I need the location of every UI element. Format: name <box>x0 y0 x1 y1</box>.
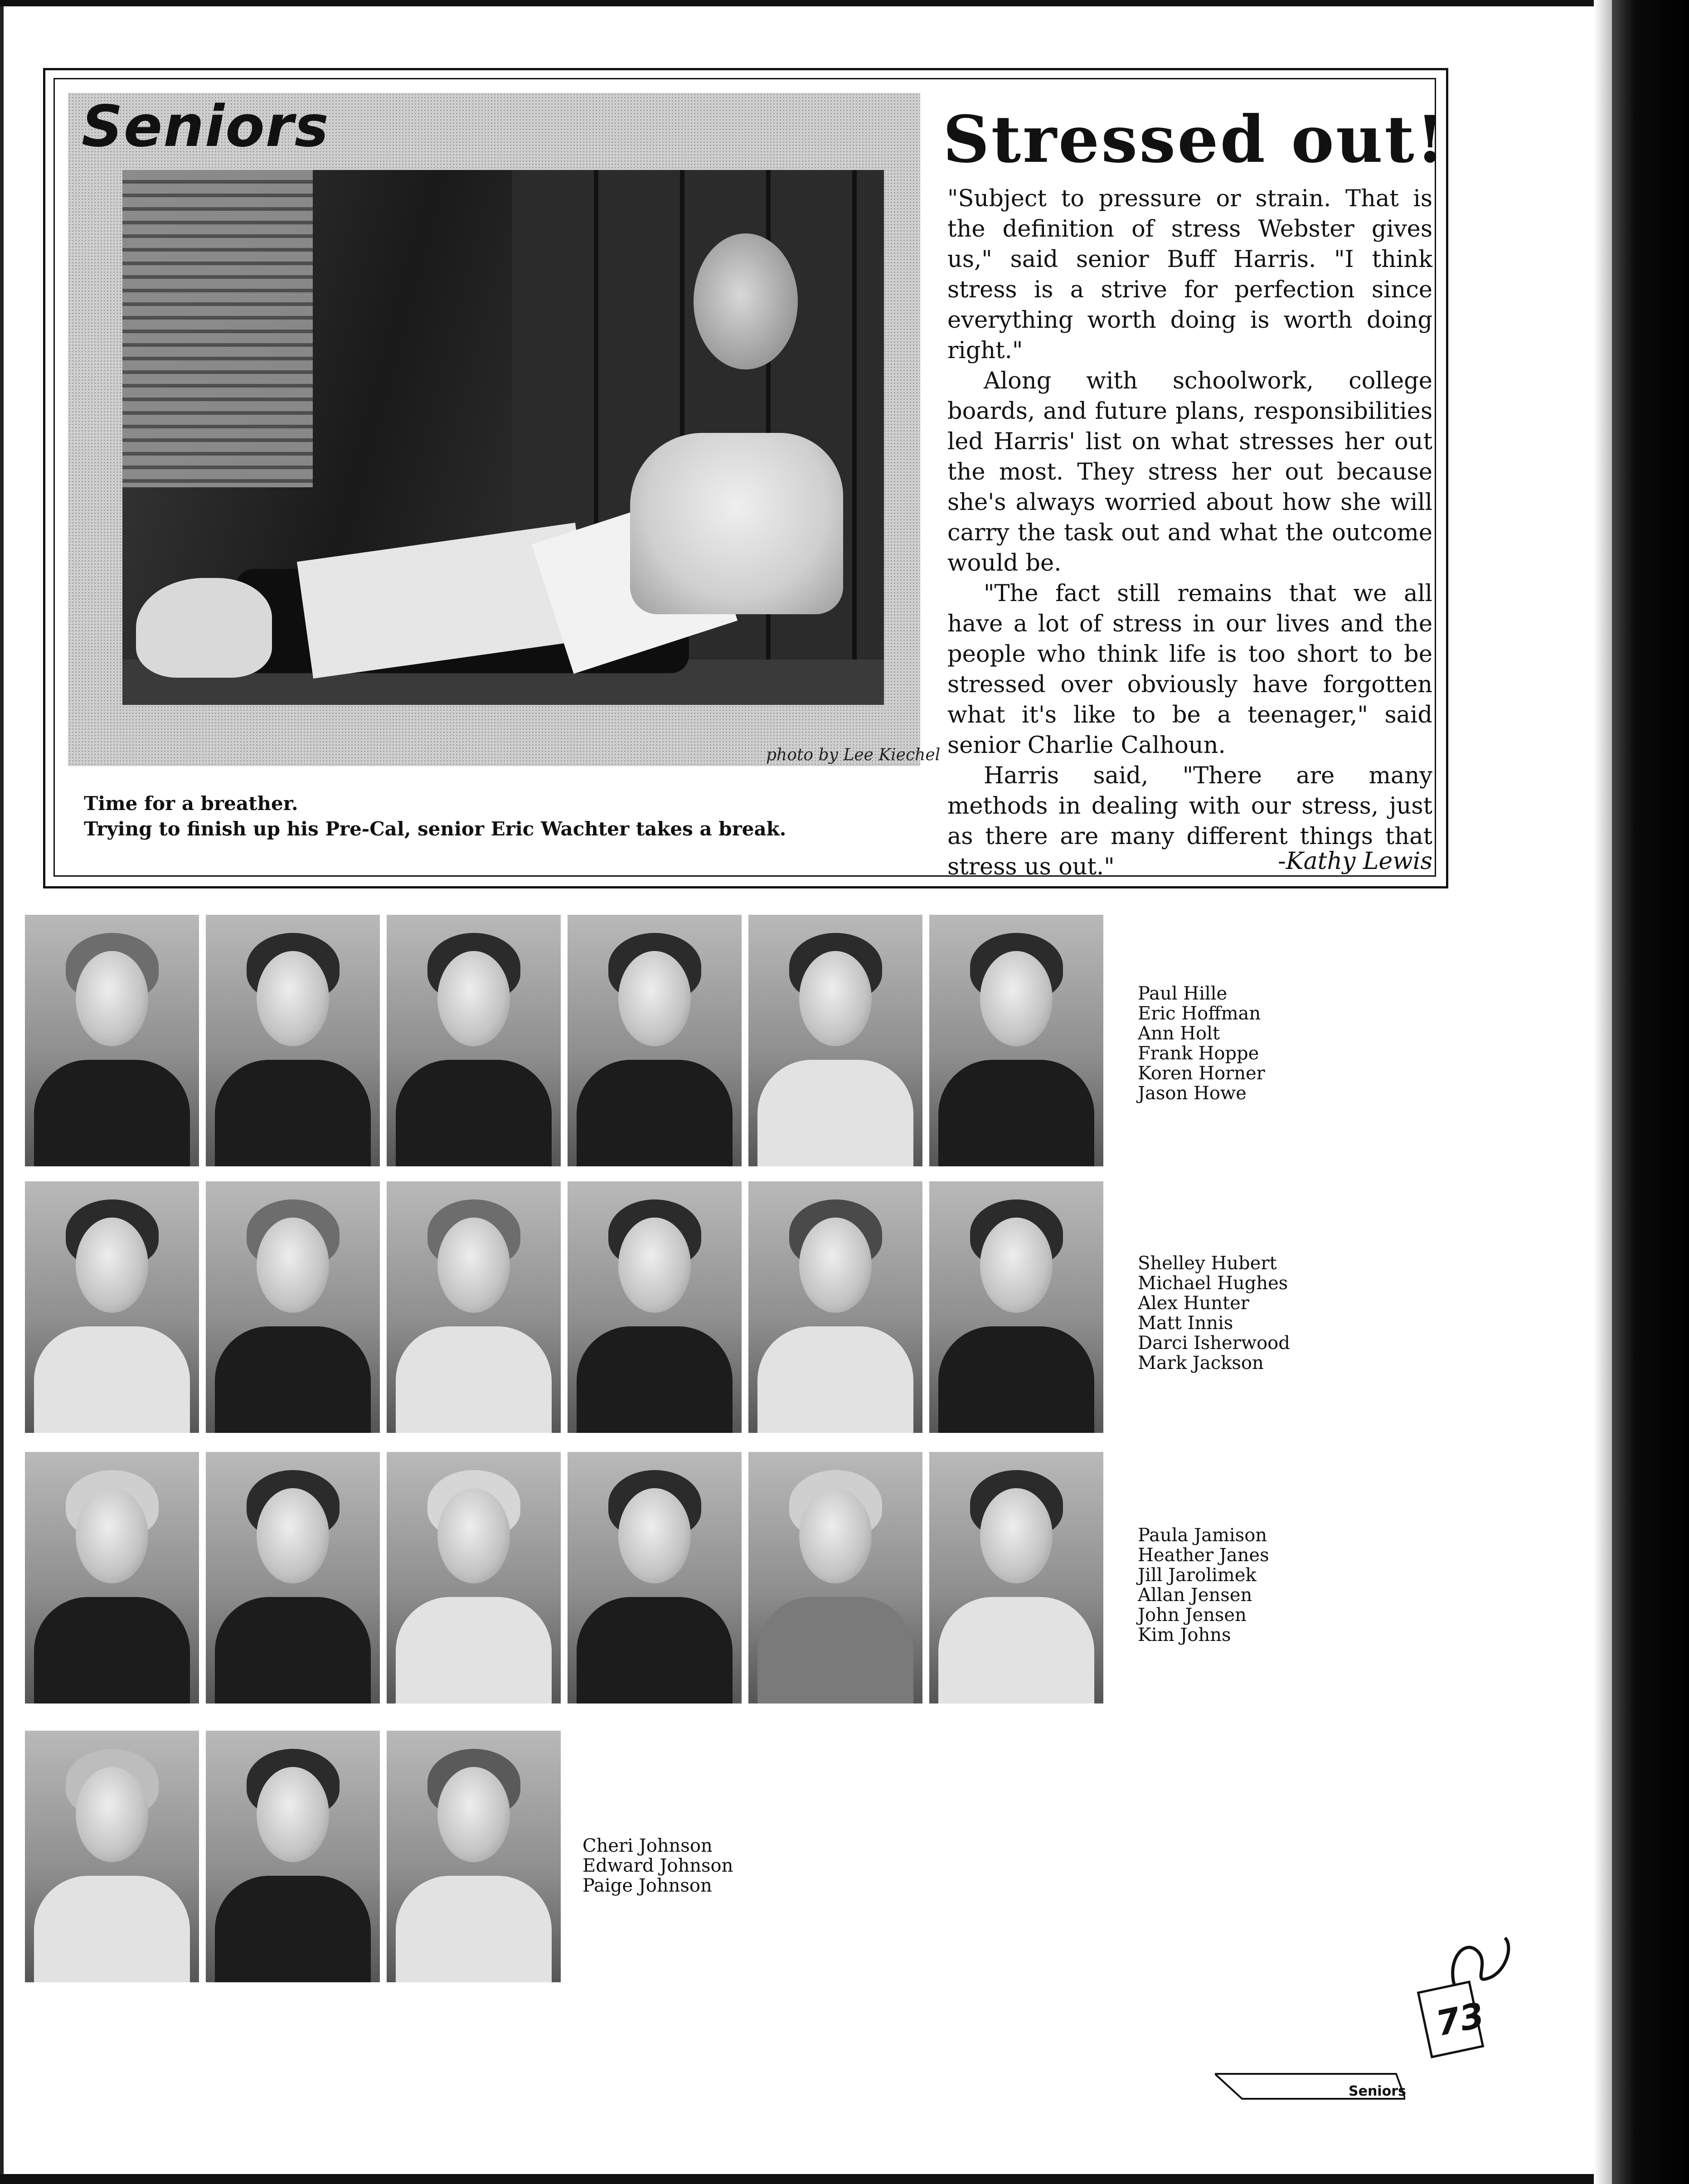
student-name: Matt Innis <box>1138 1313 1233 1334</box>
story-byline: -Kathy Lewis <box>1278 848 1432 875</box>
portrait-photo <box>929 1452 1103 1704</box>
student-name: Shelley Hubert <box>1138 1253 1277 1274</box>
feature-photo <box>122 170 884 705</box>
portrait-photo <box>25 1181 199 1433</box>
portrait-photo <box>929 1181 1103 1433</box>
student-name: Paul Hille <box>1138 983 1228 1004</box>
student-name: Eric Hoffman <box>1138 1003 1261 1024</box>
student-name: Cheri Johnson <box>582 1835 713 1856</box>
portrait-photo <box>206 1181 380 1433</box>
student-name: Paige Johnson <box>582 1875 712 1896</box>
book-binding <box>1612 0 1689 2184</box>
window-blinds <box>122 170 313 487</box>
student-name: Edward Johnson <box>582 1855 733 1876</box>
photo-caption <box>84 791 786 842</box>
story-headline: Stressed out! <box>943 102 1446 177</box>
student-name: John Jensen <box>1138 1605 1247 1626</box>
story-paragraph: "Subject to pressure or strain. That is the definition of stress Webster gives us," said senior Buff Harris. "I think stress is a strive for perfection since everything worth doing is worth doing right." <box>947 185 1432 364</box>
portrait-photo <box>206 915 380 1166</box>
student-name: Jill Jarolimek <box>1138 1565 1257 1586</box>
photo-credit: photo by Lee Kiechel <box>766 746 941 764</box>
caption-title: Time for a breather. <box>84 792 298 815</box>
student-name: Darci Isherwood <box>1138 1333 1290 1354</box>
sneakers <box>136 578 272 678</box>
student-name: Koren Horner <box>1138 1063 1265 1084</box>
student-name: Alex Hunter <box>1138 1293 1249 1314</box>
portrait-photo <box>206 1452 380 1704</box>
name-list <box>1138 1253 1290 1373</box>
portrait-photo <box>25 1452 199 1704</box>
story-body <box>947 184 1432 882</box>
portrait-photo <box>25 1731 199 1982</box>
name-list <box>1138 1525 1269 1645</box>
student-sweatshirt <box>630 433 843 614</box>
portrait-photo <box>387 915 561 1166</box>
student-name: Paula Jamison <box>1138 1525 1267 1546</box>
portrait-photo <box>568 915 742 1166</box>
story-paragraph: Harris said, "There are many methods in dealing with our stress, just as there are many different things that stress us out." <box>947 762 1432 880</box>
student-name: Michael Hughes <box>1138 1273 1288 1294</box>
name-list <box>582 1836 733 1896</box>
section-title: Seniors <box>82 93 330 160</box>
student-name: Allan Jensen <box>1138 1585 1252 1606</box>
caption-text: Trying to finish up his Pre-Cal, senior Eric Wachter takes a break. <box>84 818 786 840</box>
portrait-photo <box>748 1452 922 1704</box>
student-name: Heather Janes <box>1138 1545 1269 1566</box>
scan-bottom-edge <box>0 2174 1614 2184</box>
student-name: Kim Johns <box>1138 1625 1231 1645</box>
student-name: Jason Howe <box>1138 1083 1247 1104</box>
portrait-photo <box>387 1731 561 1982</box>
portrait-photo <box>387 1452 561 1704</box>
portrait-photo <box>929 915 1103 1166</box>
portrait-photo <box>206 1731 380 1982</box>
portrait-photo <box>748 915 922 1166</box>
portrait-photo <box>568 1181 742 1433</box>
student-name: Ann Holt <box>1138 1023 1220 1044</box>
portrait-photo <box>748 1181 922 1433</box>
scan-left-edge <box>0 0 4 2184</box>
name-list <box>1138 984 1265 1103</box>
student-head <box>694 233 798 369</box>
portrait-photo <box>25 915 199 1166</box>
page-number: 73 <box>1432 1994 1488 2044</box>
portrait-photo <box>568 1452 742 1704</box>
story-paragraph: "The fact still remains that we all have a lot of stress in our lives and the people who think life is too short to be stressed over obviously have forgotten what it's like to be a teenager," said senior Charlie Calhoun. <box>947 580 1432 759</box>
page-curl-shadow <box>1594 0 1612 2184</box>
student-name: Mark Jackson <box>1138 1353 1264 1373</box>
story-paragraph: Along with schoolwork, college boards, and future plans, responsibilities led Harris' list on what stresses her out the most. They stress her out because she's always worried about how she will carry the task out and what the outcome would be. <box>947 368 1432 577</box>
student-name: Frank Hoppe <box>1138 1043 1259 1064</box>
scan-top-edge <box>0 0 1614 6</box>
portrait-photo <box>387 1181 561 1433</box>
page-tag-label: Seniors <box>1349 2083 1406 2099</box>
